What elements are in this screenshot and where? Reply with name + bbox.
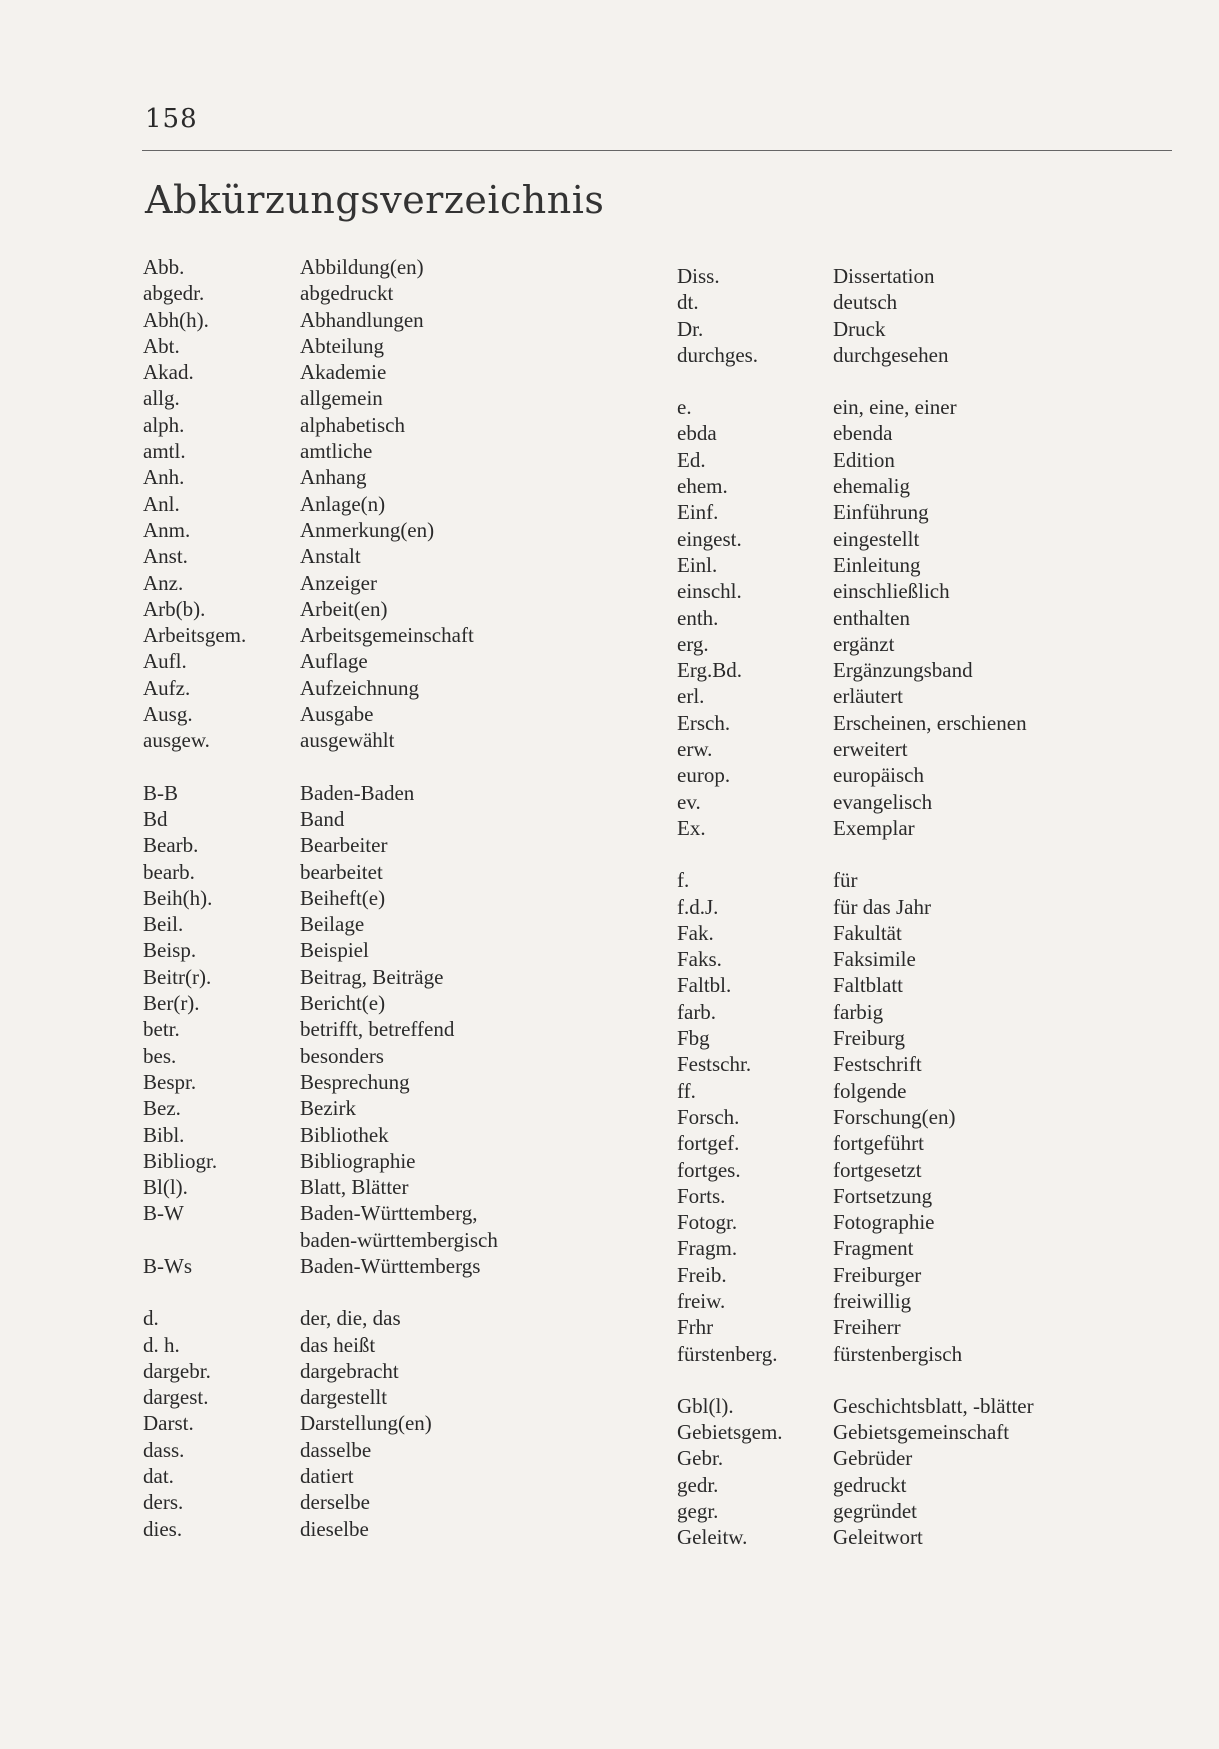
abbreviation-meaning: Exemplar [833,815,915,840]
abbreviation-meaning: Fotographie [833,1210,935,1235]
abbreviation-entry [143,1148,498,1174]
abbreviation-meaning: Arbeitsgemeinschaft [300,623,474,648]
abbreviation-meaning: Freiburg [833,1026,905,1051]
abbreviation: Ed. [677,447,706,472]
abbreviation-entry [143,385,498,411]
abbreviation-entry [677,736,1034,762]
abbreviation-meaning: Bibliothek [300,1122,389,1147]
abbreviation-entry [677,1209,1034,1235]
abbreviation: Forts. [677,1183,726,1208]
abbreviation: betr. [143,1017,180,1042]
abbreviation: abgedr. [143,281,205,306]
abbreviation-entry [143,675,498,701]
abbreviation-entry [677,289,1034,315]
abbreviation-meaning: alphabetisch [300,412,405,437]
abbreviation-entry [677,605,1034,631]
abbreviation-meaning: Anzeiger [300,570,377,595]
group-spacer [677,368,1034,394]
abbreviation-meaning: dargestellt [300,1385,388,1410]
abbreviation-entry [677,1104,1034,1130]
abbreviation-meaning: derselbe [300,1490,370,1515]
abbreviation-entry [677,1130,1034,1156]
abbreviation: Einl. [677,552,718,577]
abbreviation-entry [143,1463,498,1489]
abbreviation-entry [677,1078,1034,1104]
abbreviation-meaning: Band [300,806,345,831]
abbreviation: dt. [677,290,699,315]
abbreviation-meaning: Erscheinen, erschienen [833,710,1027,735]
abbreviation-meaning: Abbildung(en) [300,255,424,279]
abbreviation-entry [677,499,1034,525]
abbreviation-entry [143,806,498,832]
abbreviation-entry [677,394,1034,420]
abbreviation-meaning: für [833,868,858,893]
abbreviation-meaning: Festschrift [833,1052,922,1077]
abbreviation-entry [677,342,1034,368]
abbreviation-entry [143,280,498,306]
abbreviation: Freib. [677,1262,727,1287]
header-rule [142,150,1172,151]
abbreviation: Bibliogr. [143,1148,218,1173]
abbreviation-meaning: ausgewählt [300,728,395,753]
abbreviation-meaning: Beiheft(e) [300,885,386,910]
abbreviation-meaning: Fragment [833,1236,914,1261]
group-spacer [677,1367,1034,1393]
abbreviation-entry [143,1122,498,1148]
abbreviation: Bibl. [143,1122,185,1147]
abbreviation: dass. [143,1437,185,1462]
abbreviation [143,1227,300,1253]
abbreviation: fortges. [677,1157,741,1182]
abbreviation: Ex. [677,815,706,840]
abbreviation-entry [143,1358,498,1384]
abbreviation-meaning: betrifft, betreffend [300,1017,455,1042]
abbreviation-entry [677,894,1034,920]
abbreviation-entry [143,1200,498,1226]
abbreviation-meaning: erweitert [833,737,908,762]
abbreviation-entry [677,473,1034,499]
abbreviation: Anst. [143,544,188,569]
abbreviation-meaning: ebenda [833,421,893,446]
abbreviation: freiw. [677,1288,726,1313]
abbreviation: fürstenberg. [677,1341,778,1366]
abbreviation-meaning: Einführung [833,500,929,525]
abbreviation-entry [677,920,1034,946]
abbreviation-meaning: Bericht(e) [300,991,386,1016]
abbreviation-entry [677,1051,1034,1077]
abbreviation-meaning: farbig [833,999,884,1024]
abbreviation-meaning: Bezirk [300,1096,356,1121]
abbreviation-entry [143,1095,498,1121]
abbreviation-entry [143,622,498,648]
abbreviation-meaning: Beispiel [300,938,369,963]
abbreviation-entry [677,710,1034,736]
abbreviation-entry [677,526,1034,552]
abbreviation-entry [143,648,498,674]
abbreviation: Erg.Bd. [677,658,742,683]
abbreviation-meaning: datiert [300,1464,354,1489]
abbreviation: Faks. [677,947,722,972]
abbreviation-entry [143,438,498,464]
abbreviation: Abb. [143,255,185,279]
abbreviation-meaning: baden-württembergisch [300,1227,498,1252]
abbreviation-meaning: Forschung(en) [833,1104,956,1129]
abbreviation-meaning: Freiherr [833,1315,901,1340]
abbreviation: gedr. [677,1472,719,1497]
abbreviation-entry [143,517,498,543]
abbreviation-meaning: gedruckt [833,1472,907,1497]
abbreviation: Gebietsgem. [677,1420,783,1445]
abbreviation-entry [143,1332,498,1358]
abbreviation-meaning: allgemein [300,386,383,411]
abbreviation-meaning: Anlage(n) [300,491,386,516]
abbreviation: enth. [677,605,719,630]
abbreviation-entry [677,552,1034,578]
abbreviation-entry [677,789,1034,815]
abbreviation: amtl. [143,439,186,464]
abbreviation-entry [677,815,1034,841]
abbreviation-meaning: ergänzt [833,631,895,656]
abbreviation: B-W [143,1201,184,1226]
abbreviation-entry [143,780,498,806]
abbreviation: Gebr. [677,1446,724,1471]
abbreviation: f.d.J. [677,894,719,919]
abbreviation-entry [677,447,1034,473]
abbreviation-entry [677,1262,1034,1288]
abbreviation: d. h. [143,1332,180,1357]
abbreviation-meaning: freiwillig [833,1288,912,1313]
abbreviation-meaning: Fakultät [833,920,902,945]
abbreviation-meaning: Anhang [300,465,367,490]
abbreviation: Anm. [143,517,191,542]
abbreviation-entry [677,631,1034,657]
abbreviation-meaning: Druck [833,316,886,341]
abbreviation: allg. [143,386,180,411]
abbreviation-entry [677,263,1034,289]
abbreviation-entry [143,464,498,490]
abbreviation-meaning: amtliche [300,439,373,464]
abbreviation-meaning: Ergänzungsband [833,658,973,683]
group-spacer [143,1279,498,1305]
abbreviation: eingest. [677,526,742,551]
abbreviation-entry [143,1384,498,1410]
abbreviation-entry [143,1043,498,1069]
abbreviation-meaning: Baden-Baden [300,780,415,805]
abbreviation-entry [143,1305,498,1331]
abbreviation: Geleitw. [677,1525,748,1550]
abbreviation: f. [677,868,690,893]
abbreviation: Festschr. [677,1052,752,1077]
abbreviation-entry [143,333,498,359]
abbreviation-entry [143,412,498,438]
abbreviation-meaning: Aufzeichnung [300,675,419,700]
abbreviation-entry [143,1516,498,1542]
abbreviation-meaning: Darstellung(en) [300,1411,432,1436]
abbreviation-meaning: Baden-Württembergs [300,1253,481,1278]
abbreviation-meaning: Bibliographie [300,1148,416,1173]
abbreviation: Bespr. [143,1069,197,1094]
abbreviation: ehem. [677,474,728,499]
abbreviation-meaning: erläutert [833,684,903,709]
abbreviation-meaning: Anstalt [300,544,361,569]
abbreviation-entry [677,1157,1034,1183]
abbreviation-meaning: der, die, das [300,1306,401,1331]
right-column [677,263,1034,1551]
abbreviation-entry [677,1235,1034,1261]
abbreviation: bearb. [143,859,195,884]
abbreviation-meaning: Arbeit(en) [300,596,388,621]
abbreviation: Einf. [677,500,719,525]
abbreviation: Bd [143,806,168,831]
abbreviation-meaning: dargebracht [300,1358,399,1383]
abbreviation-entry [677,1288,1034,1314]
abbreviation-entry [677,1183,1034,1209]
abbreviation: B-Ws [143,1253,192,1278]
abbreviation: einschl. [677,579,742,604]
abbreviation-entry [143,1489,498,1515]
abbreviation: Ausg. [143,702,193,727]
abbreviation-entry [677,420,1034,446]
abbreviation-entry [143,990,498,1016]
abbreviation-entry [677,578,1034,604]
abbreviation-entry [143,727,498,753]
abbreviation-meaning: fortgeführt [833,1131,924,1156]
abbreviation-entry [677,1445,1034,1471]
abbreviation-entry [143,491,498,517]
abbreviation-meaning: Ausgabe [300,702,374,727]
abbreviation-entry [143,570,498,596]
abbreviation: dargest. [143,1385,209,1410]
abbreviation-entry [143,543,498,569]
abbreviation-meaning: einschließlich [833,579,950,604]
abbreviation: Gbl(l). [677,1393,734,1418]
abbreviation: gegr. [677,1499,719,1524]
abbreviation: ausgew. [143,728,210,753]
abbreviation-meaning: Abhandlungen [300,307,424,332]
abbreviation-meaning: Beilage [300,912,365,937]
abbreviation-meaning: gegründet [833,1499,917,1524]
abbreviation-meaning: Gebrüder [833,1446,913,1471]
abbreviation-meaning: Bearbeiter [300,833,388,858]
abbreviation-meaning: Akademie [300,360,387,385]
abbreviation-entry [677,1314,1034,1340]
abbreviation: dat. [143,1464,174,1489]
abbreviation-entry [677,999,1034,1025]
abbreviation: Beih(h). [143,885,213,910]
abbreviation: Darst. [143,1411,194,1436]
abbreviation: Beisp. [143,938,197,963]
abbreviation-entry [677,1498,1034,1524]
abbreviation-meaning: enthalten [833,605,910,630]
abbreviation-meaning: fürstenbergisch [833,1341,963,1366]
abbreviation: Ersch. [677,710,731,735]
abbreviation-meaning: Faltblatt [833,973,903,998]
abbreviation-entry [143,859,498,885]
abbreviation-entry [143,254,498,280]
abbreviation: d. [143,1306,159,1331]
abbreviation: alph. [143,412,185,437]
abbreviation: Aufz. [143,675,191,700]
abbreviation-entry [143,937,498,963]
abbreviation-meaning: Gebietsgemeinschaft [833,1420,1010,1445]
abbreviation-entry [677,1025,1034,1051]
abbreviation-meaning: Einleitung [833,552,921,577]
abbreviation: Fak. [677,920,714,945]
abbreviation: fortgef. [677,1131,740,1156]
group-spacer [143,754,498,780]
abbreviation-entry [143,701,498,727]
abbreviation-entry [143,1227,498,1253]
abbreviation-entry [143,832,498,858]
abbreviation-meaning: Blatt, Blätter [300,1175,409,1200]
abbreviation: erw. [677,737,713,762]
abbreviation-entry [677,1524,1034,1550]
abbreviation: Fbg [677,1026,710,1051]
abbreviation: ff. [677,1078,696,1103]
abbreviation-entry [677,1393,1034,1419]
abbreviation: Forsch. [677,1104,740,1129]
abbreviation-entry [143,1437,498,1463]
abbreviation-meaning: ehemalig [833,474,910,499]
abbreviation: dargebr. [143,1358,211,1383]
abbreviation: Diss. [677,264,720,288]
abbreviation: Arbeitsgem. [143,623,247,648]
abbreviation-meaning: Abteilung [300,333,384,358]
abbreviation: ebda [677,421,717,446]
abbreviation-entry [143,1069,498,1095]
abbreviation-meaning: durchgesehen [833,342,949,367]
abbreviation: ev. [677,789,701,814]
abbreviation-entry [143,964,498,990]
abbreviation-meaning: folgende [833,1078,907,1103]
abbreviation-meaning: eingestellt [833,526,920,551]
abbreviation-meaning: Geschichtsblatt, -blätter [833,1393,1034,1418]
abbreviation-meaning: Baden-Württemberg, [300,1201,478,1226]
abbreviation-meaning: europäisch [833,763,924,788]
group-spacer [677,841,1034,867]
abbreviation: Bez. [143,1096,181,1121]
abbreviation-meaning: Geleitwort [833,1525,923,1550]
abbreviation-entry [677,316,1034,342]
abbreviation: europ. [677,763,731,788]
abbreviation-entry [677,1419,1034,1445]
abbreviation: Fragm. [677,1236,738,1261]
abbreviation: Faltbl. [677,973,732,998]
abbreviation-entry [677,867,1034,893]
abbreviation: farb. [677,999,717,1024]
abbreviation-entry [677,762,1034,788]
abbreviation-entry [143,911,498,937]
abbreviation: Abt. [143,333,180,358]
page-title: Abkürzungsverzeichnis [145,178,605,222]
abbreviation-meaning: evangelisch [833,789,933,814]
abbreviation: Akad. [143,360,194,385]
abbreviation-entry [143,1410,498,1436]
abbreviation-meaning: deutsch [833,290,898,315]
abbreviation: Abh(h). [143,307,209,332]
abbreviation: dies. [143,1516,183,1541]
abbreviation-entry [143,307,498,333]
abbreviation: Ber(r). [143,991,200,1016]
abbreviation-entry [677,972,1034,998]
abbreviation: Anl. [143,491,180,516]
abbreviation: Bearb. [143,833,199,858]
left-column [143,254,498,1542]
abbreviation-meaning: für das Jahr [833,894,931,919]
abbreviation: Beil. [143,912,184,937]
abbreviation-entry [677,1472,1034,1498]
abbreviation: Bl(l). [143,1175,188,1200]
abbreviation: Anz. [143,570,184,595]
abbreviation-meaning: Freiburger [833,1262,922,1287]
abbreviation: durchges. [677,342,759,367]
abbreviation: Fotogr. [677,1210,738,1235]
abbreviation-entry [677,683,1034,709]
abbreviation-meaning: dieselbe [300,1516,369,1541]
abbreviation-meaning: Faksimile [833,947,916,972]
abbreviation: Aufl. [143,649,187,674]
abbreviation-entry [143,596,498,622]
abbreviation-entry [143,1253,498,1279]
abbreviation: bes. [143,1043,177,1068]
abbreviation-entry [677,1341,1034,1367]
abbreviation-meaning: Anmerkung(en) [300,517,435,542]
abbreviation: erl. [677,684,705,709]
abbreviation-meaning: das heißt [300,1332,376,1357]
abbreviation-meaning: abgedruckt [300,281,394,306]
abbreviation-entry [677,657,1034,683]
abbreviation-meaning: Besprechung [300,1069,410,1094]
abbreviation-meaning: fortgesetzt [833,1157,922,1182]
abbreviation-meaning: ein, eine, einer [833,395,957,420]
abbreviation-meaning: dasselbe [300,1437,372,1462]
abbreviation: B-B [143,780,179,805]
abbreviation-entry [143,1174,498,1200]
abbreviation: Arb(b). [143,596,206,621]
abbreviation-meaning: bearbeitet [300,859,383,884]
abbreviation-meaning: Beitrag, Beiträge [300,964,444,989]
abbreviation-meaning: Edition [833,447,895,472]
page-number: 158 [145,104,198,134]
abbreviation-entry [677,946,1034,972]
abbreviation-meaning: Fortsetzung [833,1183,933,1208]
abbreviation: ders. [143,1490,184,1515]
abbreviation: Anh. [143,465,185,490]
abbreviation-entry [143,359,498,385]
abbreviation: erg. [677,631,709,656]
abbreviation: Beitr(r). [143,964,212,989]
abbreviation: e. [677,395,692,420]
abbreviation-entry [143,885,498,911]
abbreviation-meaning: Auflage [300,649,368,674]
abbreviation-meaning: Dissertation [833,264,935,288]
abbreviation: Dr. [677,316,704,341]
abbreviation-entry [143,1016,498,1042]
abbreviation-meaning: besonders [300,1043,384,1068]
abbreviation: Frhr [677,1315,714,1340]
